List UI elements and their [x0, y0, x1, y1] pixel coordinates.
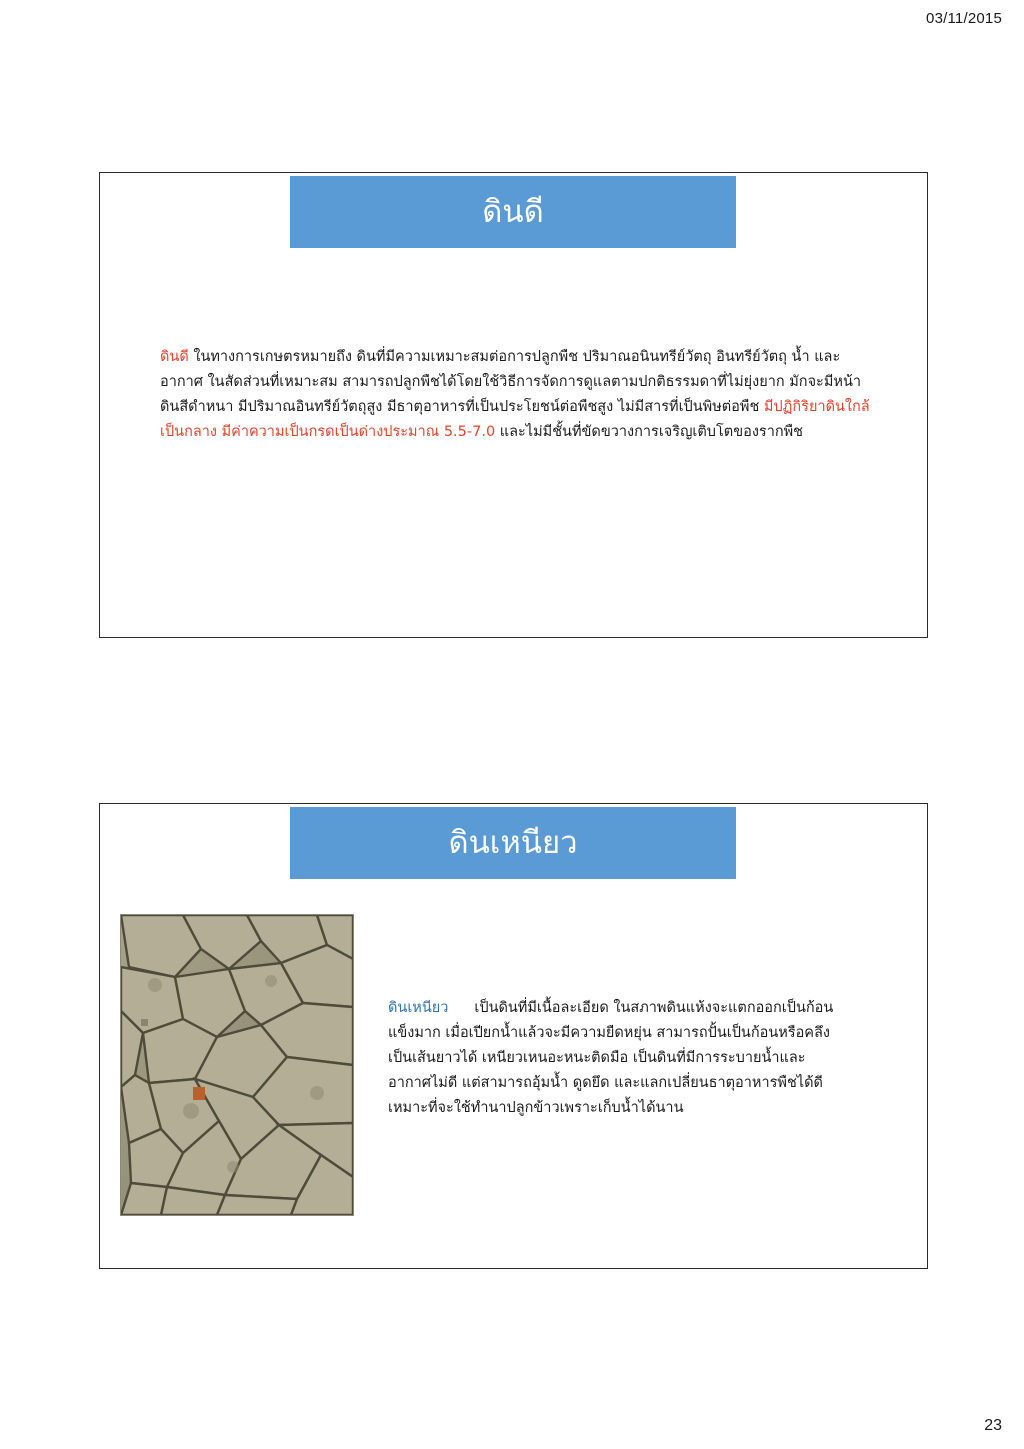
slide-body-text: [388, 996, 848, 1121]
slide-body-text: [160, 345, 872, 445]
body-part-2: และไม่มีชั้นที่ขัดขวางการเจริญเติบโตของรากพืช: [495, 423, 804, 440]
page-number: 23: [984, 1417, 1002, 1434]
body-keyword: ดินดี: [160, 349, 189, 365]
page-date: 03/11/2015: [926, 10, 1002, 27]
cracked-dry-clay-soil-photo: [120, 914, 354, 1216]
body-keyword: ดินเหนียว: [388, 1000, 449, 1016]
slide-title-bar: [290, 176, 736, 248]
slide-title: ดินเหนียว: [448, 824, 578, 861]
slide-soil-good: [99, 172, 928, 638]
slide-title-bar: [290, 807, 736, 879]
slide-title: ดินดี: [482, 193, 544, 230]
body-keyword-2: มีปฏิกิริยาดินใกล้เป็นกลาง มีค่าความเป็นกรดเป็นด่างประมาณ 5.5-7.0: [160, 398, 870, 440]
body-part-1: เป็นดินที่มีเนื้อละเอียด ในสภาพดินแห้งจะแตกออกเป็นก้อนแข็งมาก เมื่อเปียกน้ำแล้วจะมีความยืดหยุ่น สามารถปั้นเป็นก้อนหรือคลึงเป็นเส้นยาวได้ เหนียวเหนอะหนะติดมือ เป็นดินที่มีการระบายน้ำและอากาศไม่ดี แต่สามารถอุ้มน้ำ ดูดยึด และแลกเปลี่ยนธาตุอาหารพืชได้ดี เหมาะที่จะใช้ทำนาปลูกข้าวเพราะเก็บน้ำได้นาน: [388, 1000, 834, 1116]
body-part-1: ในทางการเกษตรหมายถึง ดินที่มีความเหมาะสมต่อการปลูกพืช ปริมาณอนินทรีย์วัตถุ อินทรีย์วัตถุ น้ำ และอากาศ ในสัดส่วนที่เหมาะสม สามารถปลูกพืชได้โดยใช้วิธีการจัดการดูแลตามปกติธรรมดาที่ไม่ยุ่งยาก มักจะมีหน้าดินสีดำหนา มีปริมาณอินทรีย์วัตถุสูง มีธาตุอาหารที่เป็นประโยชน์ต่อพืชสูง ไม่มีสารที่เป็นพิษต่อพืช: [160, 349, 862, 415]
slide-clay-soil: [99, 803, 928, 1269]
